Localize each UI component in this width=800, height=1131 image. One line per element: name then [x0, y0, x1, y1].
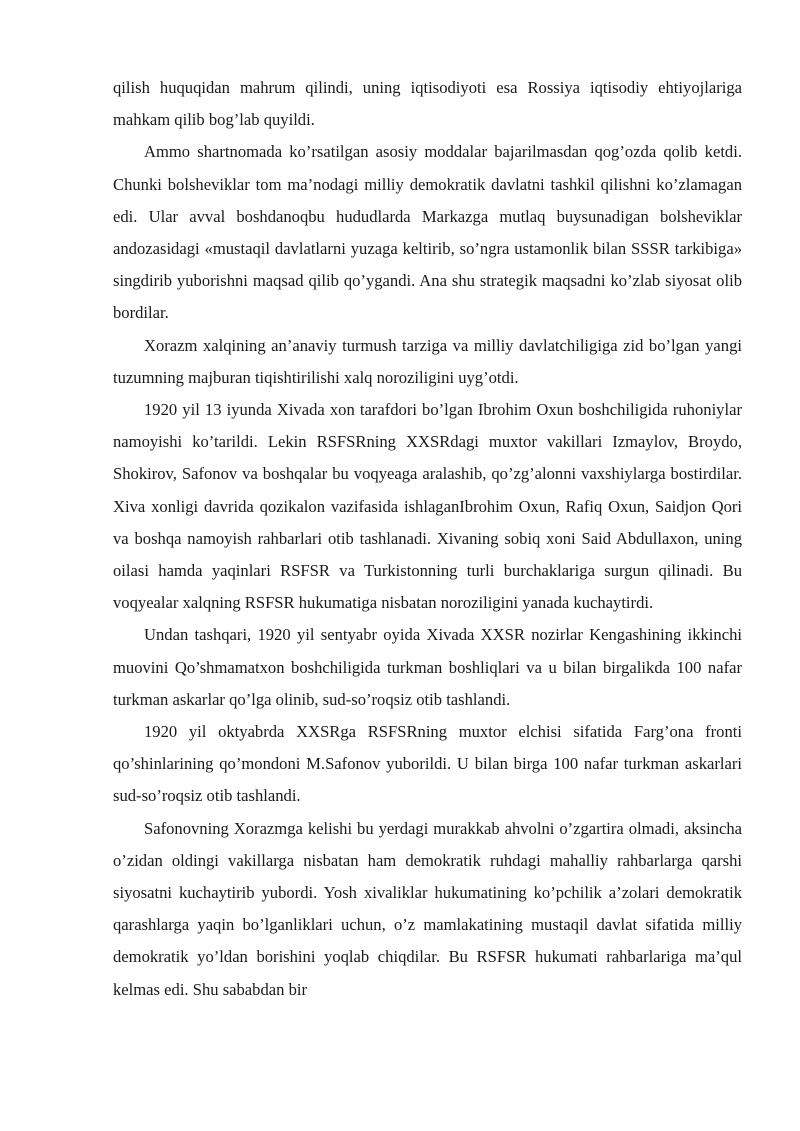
paragraph-continuation: qilish huquqidan mahrum qilindi, uning iqtisodiyoti esa Rossiya iqtisodiy ehtiyojlariga mahkam qilib bog’lab quyildi.: [113, 78, 742, 130]
paragraph: Undan tashqari, 1920 yil sentyabr oyida Xivada XXSR nozirlar Kengashining ikkinchi muovini Qo’shmamatxon boshchiligida turkman boshliqlari va u bilan birgalikda 100 nafar turkman askarlar qo’lga olinib, sud-so’roqsiz otib tashlandi.: [113, 625, 742, 709]
paragraph: Safonovning Xorazmga kelishi bu yerdagi murakkab ahvolni o’zgartira olmadi, aksincha o’zidan oldingi vakillarga nisbatan ham demokratik ruhdagi mahalliy rahbarlarga qarshi siyosatni kuchaytirib yubordi. Yosh xivaliklar hukumatining ko’pchilik a’zolari demokratik qarashlarga yaqin bo’lganliklari uchun, o’z mamlakatining mustaqil davlat sifatida milliy demokratik yo’ldan borishini yoqlab chiqdilar. Bu RSFSR hukumati rahbarlariga ma’qul kelmas edi. Shu sababdan bir: [113, 818, 742, 999]
document-page: [113, 72, 742, 1006]
paragraph: 1920 yil oktyabrda XXSRga RSFSRning muxtor elchisi sifatida Farg’ona fronti qo’shinlarining qo’mondoni M.Safonov yuborildi. U bilan birga 100 nafar turkman askarlari sud-so’roqsiz otib tashlandi.: [113, 722, 742, 806]
paragraph: 1920 yil 13 iyunda Xivada xon tarafdori bo’lgan Ibrohim Oxun boshchiligida ruhoniylar namoyishi ko’tarildi. Lekin RSFSRning XXSRdagi muxtor vakillari Izmaylov, Broydo, Shokirov, Safonov va boshqalar bu voqyeaga aralashib, qo’zg’alonni vaxshiylarga bostirdilar. Xiva xonligi davrida qozikalon vazifasida ishlaganIbrohim Oxun, Rafiq Oxun, Saidjon Qori va boshqa namoyish rahbarlari otib tashlanadi. Xivaning sobiq xoni Said Abdullaxon, uning oilasi hamda yaqinlari RSFSR va Turkistonning turli burchaklariga surgun qilinadi. Bu voqyealar xalqning RSFSR hukumatiga nisbatan noroziligini yanada kuchaytirdi.: [113, 400, 742, 613]
paragraph: Ammo shartnomada ko’rsatilgan asosiy moddalar bajarilmasdan qog’ozda qolib ketdi. Chunki bolsheviklar tom ma’nodagi milliy demokratik davlatni tashkil qilishni ko’zlamagan edi. Ular avval boshdanoqbu hududlarda Markazga mutlaq buysunadigan bolsheviklar andozasidagi «mustaqil davlatlarni yuzaga keltirib, so’ngra ustamonlik bilan SSSR tarkibiga» singdirib yuborishni maqsad qilib qo’ygandi. Ana shu strategik maqsadni ko’zlab siyosat olib bordilar.: [113, 142, 742, 323]
paragraph: Xorazm xalqining an’anaviy turmush tarziga va milliy davlatchiligiga zid bo’lgan yangi tuzumning majburan tiqishtirilishi xalq noroziligini uyg’otdi.: [113, 335, 742, 387]
